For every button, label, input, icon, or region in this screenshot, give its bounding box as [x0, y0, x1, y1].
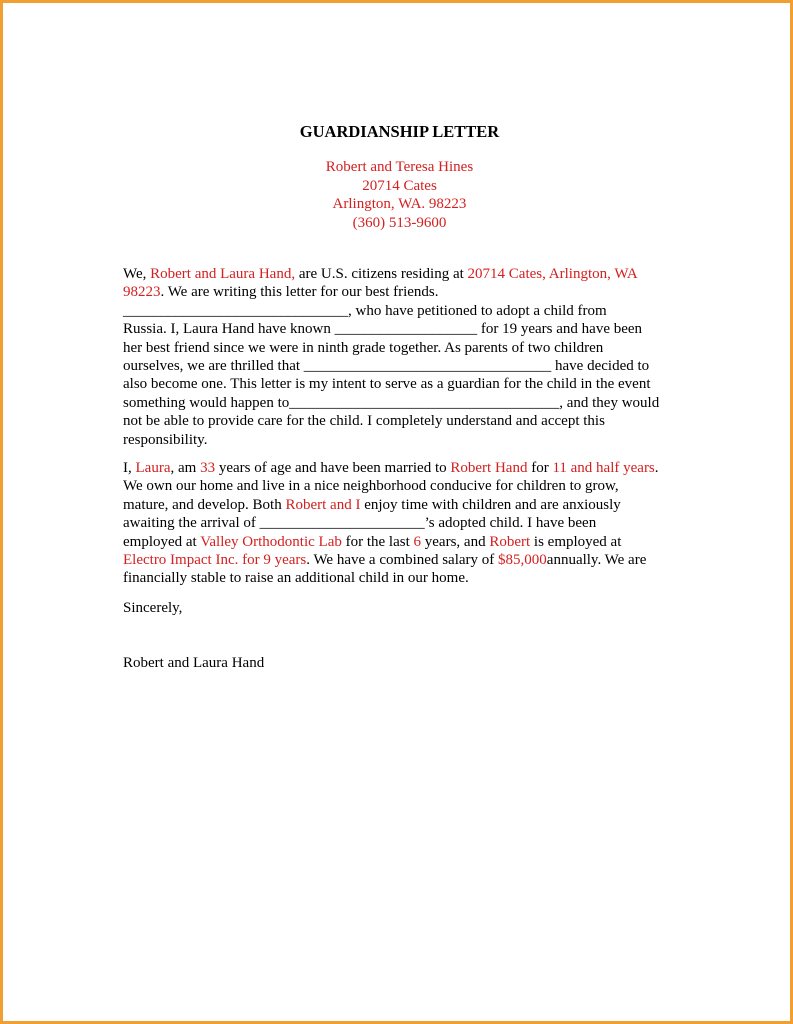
page-title: GUARDIANSHIP LETTER	[299, 122, 500, 141]
highlighted-text: $85,000	[498, 552, 547, 569]
text-run: years, and	[421, 533, 490, 550]
text-line	[123, 551, 683, 569]
sender-phone: (360) 513-9600	[352, 214, 447, 231]
sender-street: 20714 Cates	[362, 177, 437, 194]
text-line	[123, 459, 683, 477]
paragraph-intro	[123, 265, 683, 449]
text-run: are U.S. citizens residing at	[295, 266, 468, 282]
highlighted-text: Valley Orthodontic Lab	[200, 533, 342, 550]
text-line: something would happen to____________________________________, and they would	[123, 394, 660, 411]
highlighted-text: 6	[413, 533, 422, 550]
text-run: I,	[123, 460, 136, 476]
highlighted-text: 20714 Cates, Arlington, WA	[467, 266, 638, 282]
text-run: employed at	[123, 533, 201, 550]
text-line: financially stable to raise an additional child in our home.	[123, 570, 469, 587]
text-run: annually. We are	[546, 552, 647, 569]
text-run: , am	[170, 460, 201, 476]
text-line: Russia. I, Laura Hand have known ___________________ for 19 years and have been	[123, 321, 643, 338]
highlighted-text: 33	[200, 460, 216, 476]
text-run: .	[654, 460, 659, 476]
text-line	[123, 533, 683, 551]
sender-city: Arlington, WA. 98223	[332, 196, 467, 212]
signature-name: Robert and Laura Hand	[123, 655, 265, 671]
highlighted-text: Robert Hand	[450, 460, 528, 476]
text-run: is employed at	[530, 533, 622, 550]
text-line: awaiting the arrival of ______________________’s adopted child. I have been	[123, 515, 597, 532]
text-run: . We are writing this letter for our best friends.	[160, 284, 439, 301]
text-run: mature, and develop. Both	[123, 496, 286, 513]
text-line: also become one. This letter is my intent to serve as a guardian for the child in the event	[123, 376, 651, 393]
text-run: We,	[123, 266, 151, 282]
text-line: not be able to provide care for the child. I completely understand and accept this	[123, 413, 605, 430]
highlighted-text: 11 and half years	[552, 460, 655, 476]
text-line: We own our home and live in a nice neighborhood conducive for children to grow,	[123, 478, 619, 495]
sender-address-block	[3, 158, 793, 232]
text-line: her best friend since we were in ninth grade together. As parents of two children	[123, 339, 604, 356]
highlighted-text: Laura	[135, 460, 171, 476]
paragraph-details	[123, 459, 683, 588]
sender-name: Robert and Teresa Hines	[325, 159, 474, 175]
text-run: for	[527, 460, 553, 476]
text-line: responsibility.	[123, 431, 208, 448]
highlighted-text: Robert	[489, 533, 531, 550]
text-run: years of age and have been married to	[215, 460, 451, 476]
closing-salutation: Sincerely,	[123, 600, 183, 616]
text-line: ourselves, we are thrilled that _________________________________ have decided to	[123, 358, 650, 375]
highlighted-text: Electro Impact Inc. for 9 years	[123, 552, 307, 569]
text-run: . We have a combined salary of	[306, 552, 499, 569]
text-line: ______________________________, who have petitioned to adopt a child from	[123, 302, 607, 319]
text-line	[123, 283, 683, 301]
highlighted-text: 98223	[123, 284, 161, 301]
highlighted-text: Robert and I	[285, 496, 361, 513]
text-run: for the last	[341, 533, 414, 550]
highlighted-text: Robert and Laura Hand,	[150, 266, 296, 282]
text-run: enjoy time with children and are anxiously	[360, 496, 621, 513]
text-line	[123, 265, 683, 283]
text-line	[123, 496, 683, 514]
